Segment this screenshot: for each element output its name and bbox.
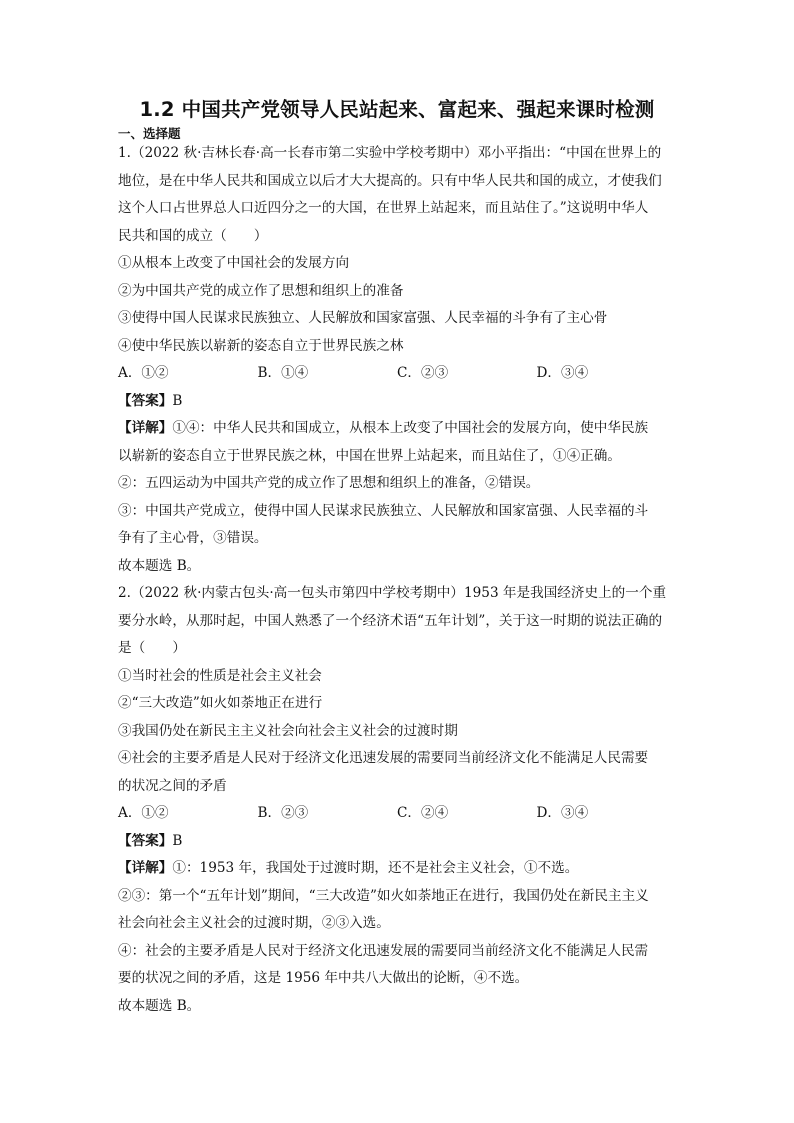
question-stem-line: 2.（2022 秋·内蒙古包头·高一包头市第四中学校考期中）1953 年是我国经济史上的一个重 bbox=[118, 585, 667, 601]
option-b: B．②③ bbox=[257, 805, 309, 821]
question-2 bbox=[118, 580, 678, 1020]
question-stem-line: 这个人口占世界总人口近四分之一的大国，在世界上站起来，而且站住了。”这说明中华人 bbox=[118, 200, 649, 216]
section-heading: 一、选择题 bbox=[118, 126, 181, 141]
answer-line bbox=[118, 828, 678, 856]
question-stem-line: 地位，是在中华人民共和国成立以后才大大提高的。只有中华人民共和国的成立，才使我们 bbox=[118, 172, 662, 189]
detail-line bbox=[118, 855, 678, 883]
answer-options bbox=[118, 800, 678, 828]
question-stem-line: 是（ ） bbox=[118, 640, 186, 656]
detail-line: ③：中国共产党成立，使得中国人民谋求民族独立、人民解放和国家富强、人民幸福的斗 bbox=[118, 502, 649, 519]
detail-line: ②：五四运动为中国共产党的成立作了思想和组织上的准备，②错误。 bbox=[118, 475, 540, 491]
answer-label: 【答案】 bbox=[118, 392, 173, 409]
question-content bbox=[118, 140, 678, 1020]
answer-label: 【答案】 bbox=[118, 832, 173, 849]
option-c: C．②③ bbox=[397, 365, 449, 381]
answer-value: B bbox=[172, 392, 183, 409]
detail-line: 故本题选 B。 bbox=[118, 557, 201, 574]
detail-line: 要的状况之间的矛盾，这是 1956 年中共八大做出的论断，④不选。 bbox=[118, 970, 529, 986]
question-stem-line: 要分水岭，从那时起，中国人熟悉了一个经济术语“五年计划”，关于这一时期的说法正确的 bbox=[118, 612, 663, 629]
detail-line: 故本题选 B。 bbox=[118, 997, 201, 1014]
page-title: 1.2 中国共产党领导人民站起来、富起来、强起来课时检测 bbox=[139, 98, 655, 121]
detail-line: 以崭新的姿态自立于世界民族之林，中国在世界上站起来，而且站住了，①④正确。 bbox=[118, 447, 621, 464]
detail-line: ②③：第一个“五年计划”期间，“三大改造”如火如荼地正在进行，我国仍处在新民主主义 bbox=[118, 887, 649, 904]
statement-item: ②“三大改造”如火如荼地正在进行 bbox=[118, 695, 323, 711]
option-a: A．①② bbox=[118, 805, 169, 821]
question-1 bbox=[118, 140, 678, 580]
option-d: D．③④ bbox=[536, 365, 589, 381]
detail-line: ④：社会的主要矛盾是人民对于经济文化迅速发展的需要同当前经济文化不能满足人民需 bbox=[118, 942, 649, 959]
option-a: A．①② bbox=[118, 365, 169, 381]
option-c: C．②④ bbox=[397, 805, 449, 821]
statement-item: ②为中国共产党的成立作了思想和组织上的准备 bbox=[118, 282, 404, 299]
option-d: D．③④ bbox=[536, 805, 589, 821]
question-stem-line: 民共和国的成立（ ） bbox=[118, 227, 268, 244]
statement-item: 的状况之间的矛盾 bbox=[118, 777, 227, 794]
statement-item: ③使得中国人民谋求民族独立、人民解放和国家富强、人民幸福的斗争有了主心骨 bbox=[118, 310, 608, 326]
detail-line: 争有了主心骨，③错误。 bbox=[118, 530, 268, 546]
detail-label: 【详解】 bbox=[118, 420, 173, 436]
statement-item: ④使中华民族以崭新的姿态自立于世界民族之林 bbox=[118, 337, 404, 354]
statement-item: ①当时社会的性质是社会主义社会 bbox=[118, 667, 322, 684]
answer-options bbox=[118, 360, 678, 388]
statement-item: ①从根本上改变了中国社会的发展方向 bbox=[118, 255, 350, 271]
detail-text: ①：1953 年，我国处于过渡时期，还不是社会主义社会，①不选。 bbox=[172, 860, 579, 876]
detail-line: 社会向社会主义社会的过渡时期，②③入选。 bbox=[118, 915, 390, 931]
detail-label: 【详解】 bbox=[118, 860, 173, 876]
detail-line bbox=[118, 415, 678, 443]
statement-item: ④社会的主要矛盾是人民对于经济文化迅速发展的需要同当前经济文化不能满足人民需要 bbox=[118, 750, 649, 766]
question-stem-line: 1.（2022 秋·吉林长春·高一长春市第二实验中学校考期中）邓小平指出：“中国在世界上的 bbox=[118, 145, 662, 161]
answer-value: B bbox=[172, 832, 183, 849]
option-b: B．①④ bbox=[257, 365, 309, 381]
answer-line bbox=[118, 388, 678, 416]
statement-item: ③我国仍处在新民主主义社会向社会主义社会的过渡时期 bbox=[118, 722, 458, 739]
detail-text: ①④：中华人民共和国成立，从根本上改变了中国社会的发展方向，使中华民族 bbox=[172, 420, 649, 436]
